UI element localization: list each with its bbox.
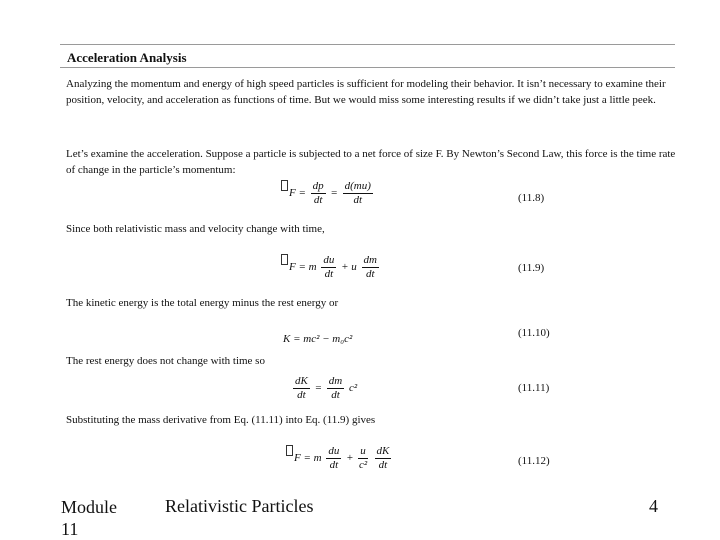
vector-box-glyph — [281, 254, 288, 265]
equation-number: (11.10) — [518, 327, 550, 339]
fraction: $\frac{du}{dt}$ — [328, 445, 340, 471]
equation-number: (11.11) — [518, 382, 550, 394]
equation-number: (11.12) — [518, 455, 550, 467]
vector-box-glyph — [286, 445, 293, 456]
equation-number: (11.8) — [518, 192, 545, 204]
fraction: $\frac{d(mu)}{dt}$ — [344, 180, 371, 206]
substitution-paragraph: Substituting the mass derivative from Eq. (11.11) into Eq. (11.9) gives — [66, 414, 376, 426]
equation-11-11: $\frac{dK}{dt}$ = $\frac{dm}{dt}$ c² — [295, 375, 358, 401]
equation-11-9: F = m $\frac{du}{dt}$ + u $\frac{dm}{dt}$ — [281, 254, 381, 281]
fraction: $\frac{du}{dt}$ — [323, 254, 335, 280]
kinetic-energy-paragraph: The kinetic energy is the total energy minus the rest energy or — [66, 297, 339, 309]
fraction: $\frac{dK}{dt}$ — [295, 375, 308, 401]
heading-underline — [60, 67, 675, 68]
mass-velocity-paragraph: Since both relativistic mass and velocity change with time, — [66, 223, 325, 235]
rest-energy-paragraph: The rest energy does not change with time so — [66, 355, 265, 367]
fraction: $\frac{dp}{dt}$ — [312, 180, 324, 206]
footer-page-number: 4 — [649, 496, 658, 516]
fraction: $\frac{dm}{dt}$ — [328, 375, 343, 401]
equation-11-12: F = m $\frac{du}{dt}$ + $\frac{u}{\text{c²}}$ $\frac{dK}{dt}$ — [286, 445, 393, 472]
footer-module: Module 11 — [61, 497, 117, 539]
fraction: $\frac{u}{\text{c²}}$ — [358, 445, 368, 471]
vector-box-glyph — [281, 180, 288, 191]
equation-11-10: K = mc² − m₀c² — [283, 333, 353, 345]
equation-number: (11.9) — [518, 262, 545, 274]
section-heading: Acceleration Analysis — [67, 50, 187, 65]
top-rule — [60, 44, 675, 45]
fraction: $\frac{dm}{dt}$ — [363, 254, 377, 280]
fraction: $\frac{dK}{dt}$ — [376, 445, 390, 471]
equation-11-8: F = $\frac{dp}{dt}$ = $\frac{d(mu)}{dt}$ — [281, 180, 375, 207]
acceleration-paragraph: Let’s examine the acceleration. Suppose a particle is subjected to a net force of size F. By Newton’s Second Law, this force is the time rate of change in the particle’s momentum: — [66, 148, 676, 176]
footer-title: Relativistic Particles — [165, 496, 314, 516]
intro-paragraph: Analyzing the momentum and energy of high speed particles is sufficient for modeling their behavior. It isn’t necessary to examine their position, velocity, and acceleration as functions of time. But we would miss some interesting results if we didn’t take just a little peek. — [66, 78, 666, 106]
